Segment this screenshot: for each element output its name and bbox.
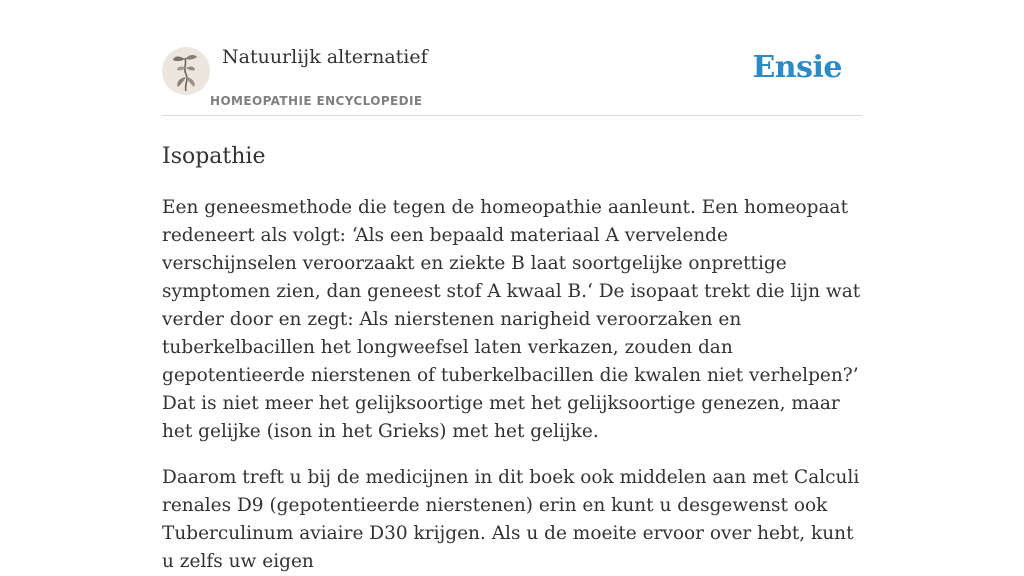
site-subtitle: HOMEOPATHIE ENCYCLOPEDIE <box>210 94 423 108</box>
entry-body <box>162 194 862 576</box>
entry-paragraph: Een geneesmethode die tegen de homeopathie aanleunt. Een homeopaat redeneert als volgt: ‘Als een bepaald materiaal A vervelende verschijnselen veroorzaakt en ziekte B laat soortgelijke onprettige symptomen zien, dan geneest stof A kwaal B.‘ De isopaat trekt die lijn wat verder door en zegt: Als nierstenen narigheid veroorzaken en tuberkelbacillen het longweefsel laten verkazen, zouden dan gepotentieerde nierstenen of tuberkelbacillen die kwalen niet verhelpen?’ Dat is niet meer het gelijksoortige met het gelijksoortige genezen, maar het gelijke (ison in het Grieks) met het gelijke. <box>162 197 861 442</box>
entry-paragraph: Daarom treft u bij de medicijnen in dit boek ook middelen aan met Calculi renales D9 (gepotentieerde nierstenen) erin en kunt u desgewenst ook Tuberculinum aviaire D30 krijgen. Als u de moeite ervoor over hebt, kunt u zelfs uw eigen <box>162 467 860 572</box>
page <box>162 0 862 572</box>
header <box>162 0 862 116</box>
logo-illustration <box>162 47 210 95</box>
plant-sprout-icon[interactable] <box>162 47 210 95</box>
entry-title: Isopathie <box>162 144 266 169</box>
ensie-logo-link[interactable]: Ensie <box>752 50 842 85</box>
site-title[interactable]: Natuurlijk alternatief <box>222 46 428 68</box>
